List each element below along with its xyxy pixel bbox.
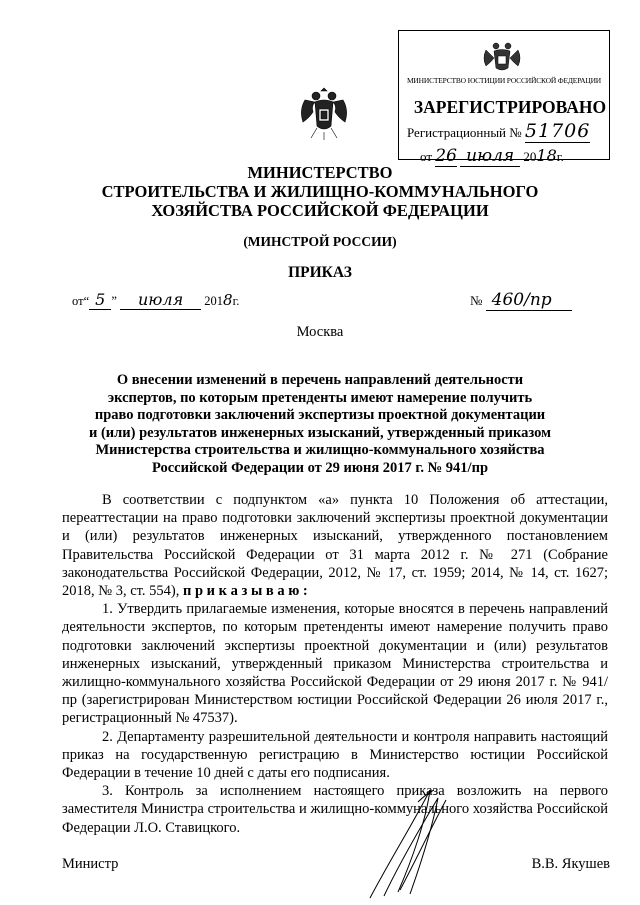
body-item-1: 1. Утвердить прилагаемые изменения, которые вносятся в перечень направлений деятельности экспертов, по которым претенденты имеют намерение получить право подготовки заключений экспертизы проектной документации и (или) результатов инженерных изысканий, утвержденный приказом Министерства строительства и жилищно-коммунального хозяйства Российской Федерации от 29 июня 2017 г. № 941/пр (зарегистрирован Министерством юстиции Российской Федерации 26 июля 2017 г., регистрационный № 47537). [62, 601, 608, 727]
order-number-value: 460/пр [486, 290, 572, 311]
title-line: экспертов, по которым претенденты имеют намерение получить [107, 389, 533, 406]
handwritten-signature [360, 780, 480, 900]
stamp-date-month: июля [460, 146, 520, 167]
order-date-year-suffix: 8 [223, 291, 233, 309]
signatory-position: Министр [62, 856, 119, 872]
order-date-year-prefix: 201 [204, 294, 224, 308]
order-date-g: г. [232, 294, 240, 308]
order-body [62, 491, 608, 837]
stamp-reg-number: 51706 [524, 120, 591, 142]
stamp-reg-number-line [407, 120, 590, 142]
ministry-header-line3: ХОЗЯЙСТВА РОССИЙСКОЙ ФЕДЕРАЦИИ [151, 201, 489, 220]
signatory-name: В.В. Якушев [531, 856, 610, 872]
body-item-3: 3. Контроль за исполнением настоящего приказа возложить на первого заместителя Министра строительства и жилищно-коммунального хозяйства Российской Федерации Л.О. Ставицкого. [62, 783, 608, 836]
city: Москва [296, 324, 344, 340]
body-item-2: 2. Департаменту разрешительной деятельности и контроля направить настоящий приказ на государственную регистрацию в Министерство юстиции Российской Федерации в течение 10 дней с даты его подписания. [62, 728, 608, 782]
title-line: и (или) результатов инженерных изысканий, утвержденный приказом [89, 424, 551, 441]
title-line: Российской Федерации от 29 июня 2017 г. № 941/пр [151, 459, 489, 476]
body-intro-paragraph [62, 491, 608, 600]
title-line: О внесении изменений в перечень направлений деятельности [116, 372, 524, 388]
stamp-emblem [482, 38, 522, 76]
document-type: ПРИКАЗ [288, 264, 352, 281]
order-number-label: № [470, 293, 483, 308]
order-title [60, 372, 580, 478]
order-number [470, 290, 572, 310]
ministry-short-name: (МИНСТРОЙ РОССИИ) [243, 234, 397, 249]
stamp-date-g: г. [556, 149, 564, 164]
stamp-date-year-prefix: 20 [523, 149, 537, 164]
stamp-date-from: от [420, 149, 433, 164]
ministry-header-line1: МИНИСТЕРСТВО [247, 163, 393, 182]
stamp-date-day: 26 [435, 146, 457, 166]
order-date-month: июля [120, 290, 201, 310]
ministry-header-line2: СТРОИТЕЛЬСТВА И ЖИЛИЩНО-КОММУНАЛЬНОГО [101, 182, 539, 201]
body-intro: В соответствии с подпунктом «а» пункта 10 Положения об аттестации, переаттестации на право подготовки заключений экспертизы проектной документации и (или) результатов инженерных изысканий, утвержденного постановлением Правительства Российской Федерации от 31 марта 2012 г. № 271 (Собрание законодательства Российской Федерации, 2012, № 17, ст. 1959; 2014, № 14, ст. 1627; 2018, № 3, ст. 554), [62, 492, 608, 600]
coat-of-arms-emblem [297, 82, 351, 144]
order-date: от“ 5 ” июля 2018г. [72, 290, 240, 309]
order-date-day: 5 [89, 290, 111, 310]
order-date-from: от [72, 294, 84, 308]
stamp-registered-label: ЗАРЕГИСТРИРОВАНО [413, 97, 607, 117]
stamp-reg-label: Регистрационный № [407, 125, 522, 140]
order-word: п р и к а з ы в а ю : [182, 583, 308, 600]
stamp-date-year-suffix: 18 [536, 146, 557, 165]
stamp-ministry-name: МИНИСТЕРСТВО ЮСТИЦИИ РОССИЙСКОЙ ФЕДЕРАЦИИ [406, 76, 602, 85]
title-line: Министерства строительства и жилищно-коммунального хозяйства [95, 442, 545, 459]
title-line: право подготовки заключений экспертизы проектной документации [94, 407, 546, 424]
